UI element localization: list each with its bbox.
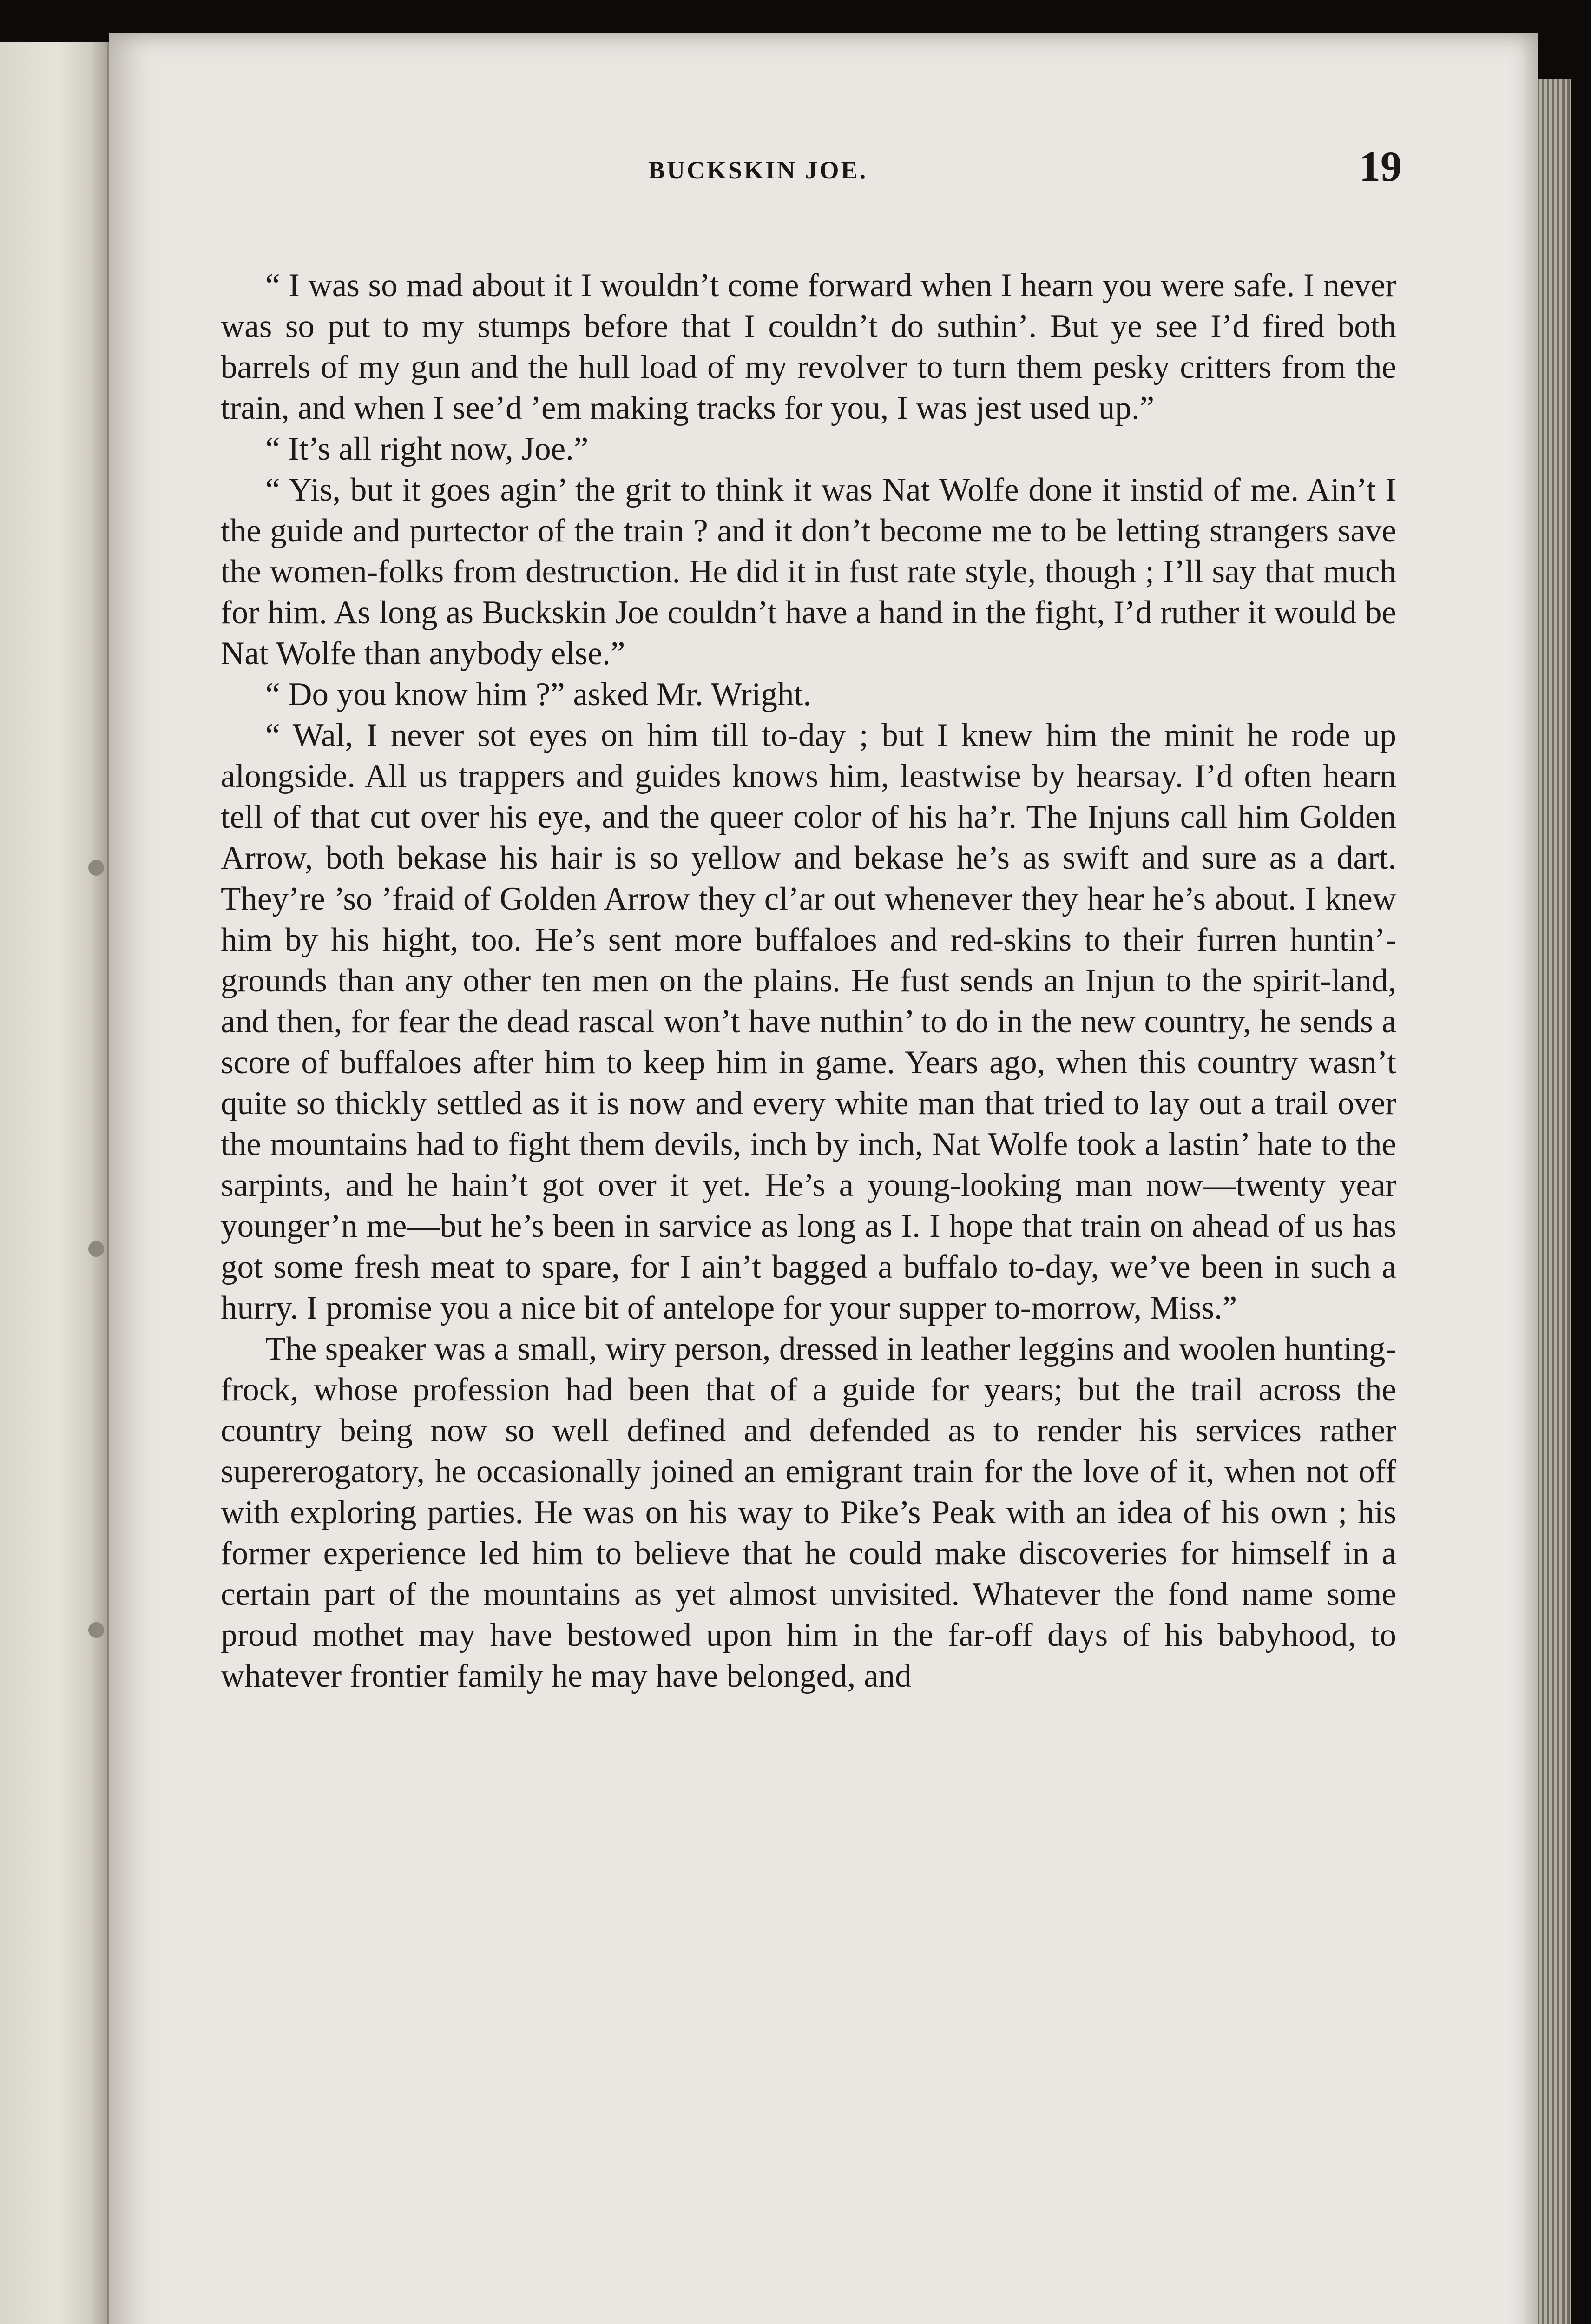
- paragraph: “ Do you know him ?” asked Mr. Wright.: [265, 676, 812, 713]
- running-head: [109, 142, 1538, 198]
- paragraph: “ I was so mad about it I wouldn’t come forward when I hearn you were safe. I never was so put to my stumps before that I couldn’t do suthin’. But ye see I’d fired both barrels of my gun and the hull load of my revolver to turn them pesky critters from the train, and when I see’d ’em making tracks for you, I was jest used up.”: [221, 267, 1396, 426]
- paragraph: “ Wal, I never sot eyes on him till to-day ; but I knew him the minit he rode up alongside. All us trappers and guides knows him, leastwise by hearsay. I’d often hearn tell of that cut over his eye, and the queer color of his ha’r. The Injuns call him Golden Arrow, both bekase his hair is so yellow and bekase he’s as swift and sure as a dart. They’re ’so ’fraid of Golden Arrow they cl’ar out whenever they hear he’s about. I knew him by his hight, too. He’s sent more buffaloes and red-skins to their furren huntin’-grounds than any other ten men on the plains. He fust sends an Injun to the spirit-land, and then, for fear the dead rascal won’t have nuthin’ to do in the new country, he sends a score of buffaloes after him to keep him in game. Years ago, when this country wasn’t quite so thickly settled as it is now and every white man that tried to lay out a trail over the mountains had to fight them devils, inch by inch, Nat Wolfe took a lastin’ hate to the sarpints, and he hain’t got over it yet. He’s a young-looking man now—twenty year younger’n me—but he’s been in sarvice as long as I. I hope that train on ahead of us has got some fresh meat to spare, for I ain’t bagged a buffalo to-day, we’ve been in such a hurry. I promise you a nice bit of antelope for your supper to-morrow, Miss.”: [221, 717, 1396, 1326]
- facing-page-edge: [0, 42, 110, 2324]
- binding-notch: [88, 860, 104, 876]
- paragraph: “ It’s all right now, Joe.”: [265, 431, 589, 467]
- paragraph: The speaker was a small, wiry person, dressed in leather leggins and woolen hunting-frock, whose profession had been that of a guide for years; but the trail across the country being now so well defined and defended as to render his services rather supererogatory, he occasionally joined an emigrant train for the love of it, when not off with exploring parties. He was on his way to Pike’s Peak with an idea of his own ; his former experience led him to believe that he could make discoveries for himself in a certain part of the mountains as yet almost unvisited. Whatever the fond name some proud mothet may have bestowed upon him in the far-off days of his babyhood, to whatever frontier family he may have belonged, and: [221, 1331, 1396, 1694]
- paragraph: “ Yis, but it goes agin’ the grit to think it was Nat Wolfe done it instid of me. Ain’t I the guide and purtector of the train ? and it don’t become me to be letting strangers save the women-folks from destruction. He did it in fust rate style, though ; I’ll say that much for him. As long as Buckskin Joe couldn’t have a hand in the fight, I’d ruther it would be Nat Wolfe than anybody else.”: [221, 472, 1396, 672]
- running-title: BUCKSKIN JOE.: [648, 156, 868, 184]
- binding-notch: [88, 1241, 104, 1257]
- book-page: [109, 33, 1538, 2324]
- page-number: 19: [1359, 143, 1402, 190]
- binding-notch: [88, 1622, 104, 1638]
- body-text: [221, 265, 1396, 1697]
